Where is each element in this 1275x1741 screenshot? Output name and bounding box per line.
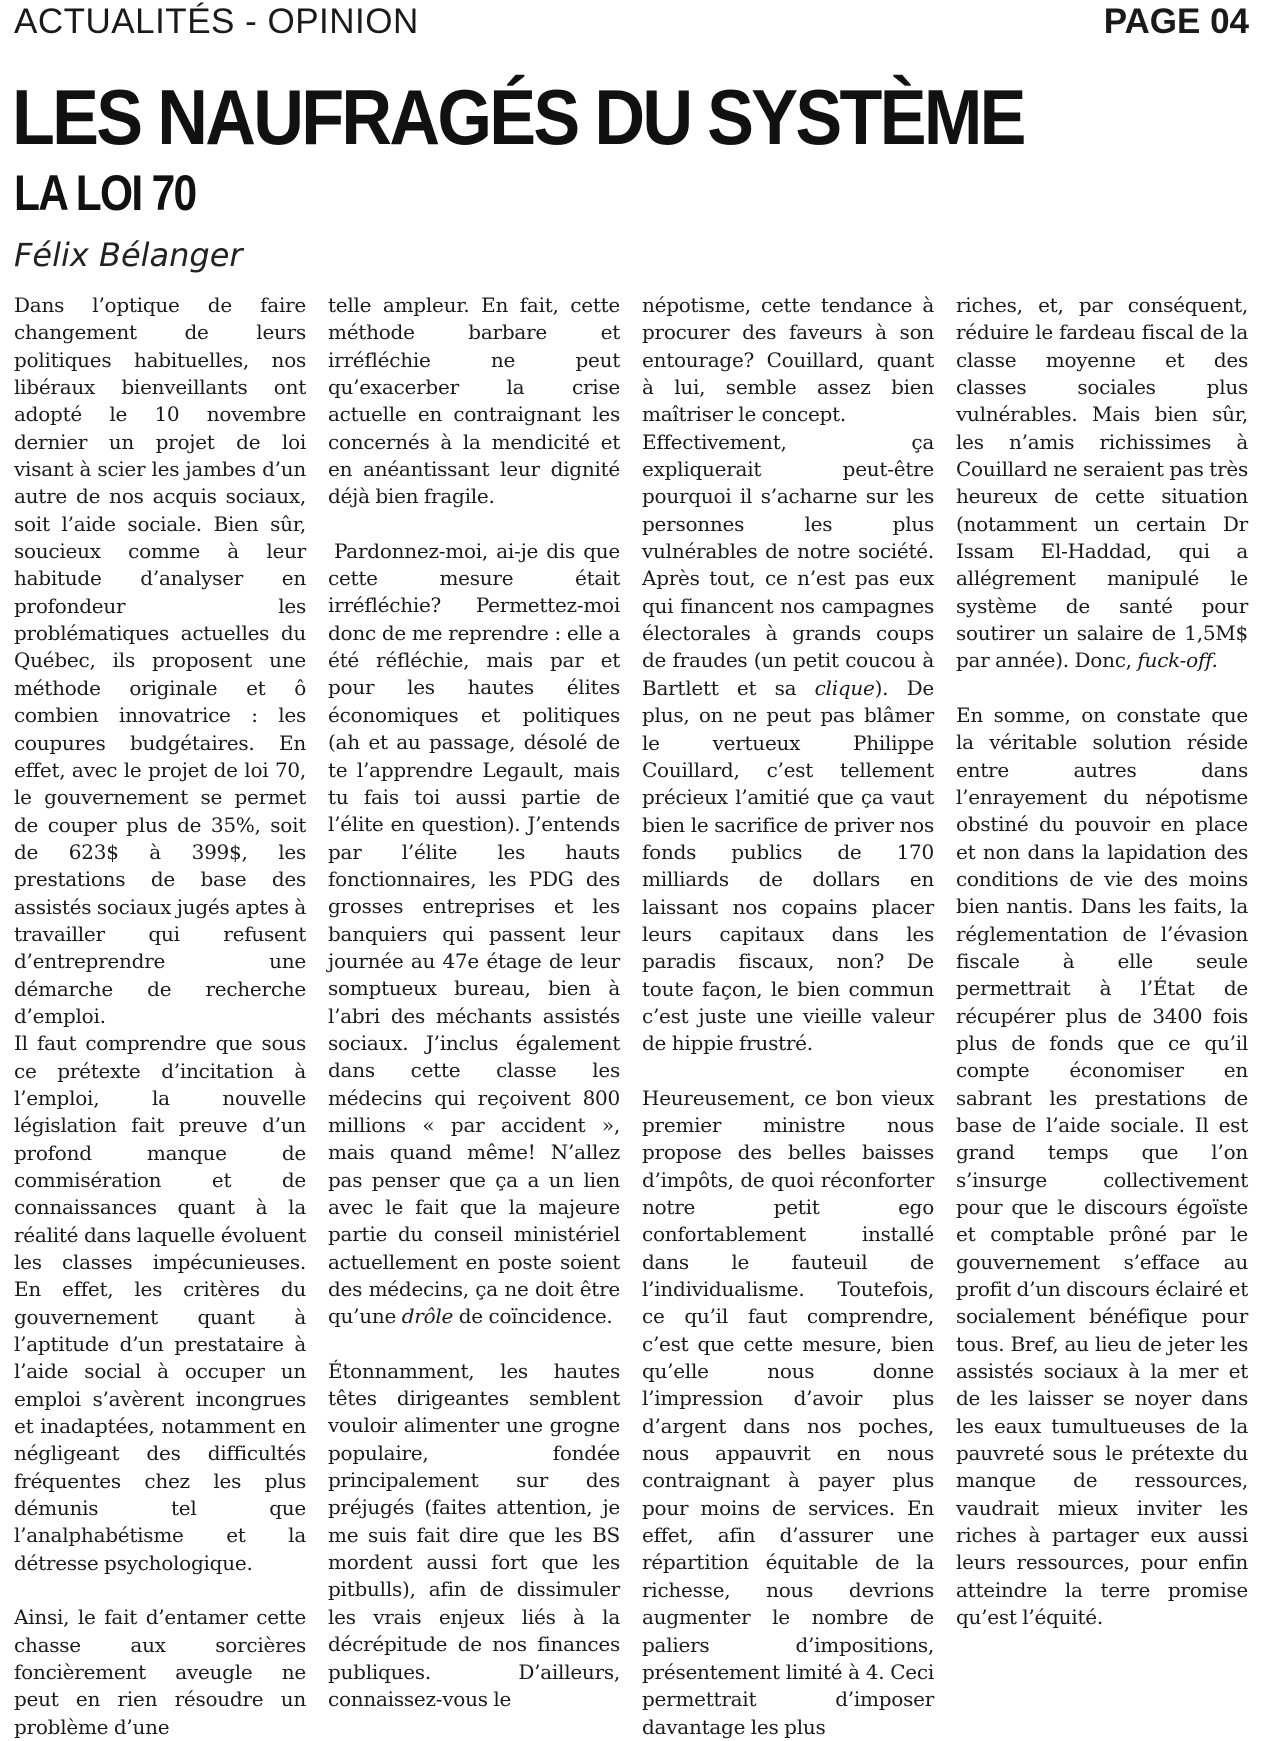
paragraph bbox=[956, 292, 1248, 675]
emphasis: clique bbox=[814, 675, 875, 700]
emphasis: drôle bbox=[401, 1304, 454, 1329]
paragraph: Dans l’optique de faire changement de leurs politiques habituelles, nos libéraux bienveillants ont adopté le 10 novembre dernier un projet de loi visant à scier les jambes d’un autre de nos acquis sociaux, soit l’aide sociale. Bien sûr, soucieux comme à leur habitude d’analyser en profondeur les problématiques actuelles du Québec, ils proposent une méthode originale et ô combien innovatrice : les coupures budgétaires. En effet, avec le projet de loi 70, le gouvernement se permet de couper plus de 35%, soit de 623$ à 399$, les prestations de base des assistés sociaux jugés aptes à travailler qui refusent d’entreprendre une démarche de recherche d’emploi. bbox=[14, 293, 306, 1028]
article-body bbox=[14, 292, 1254, 1739]
paragraph: Ainsi, le fait d’entamer cette chasse aux sorcières foncièrement aveugle ne peut en rien résoudre un problème d’une bbox=[14, 1605, 306, 1739]
column-2 bbox=[328, 292, 620, 1711]
paragraph-text: riches, et, par conséquent, réduire le fardeau fiscal de la classe moyenne et des classes sociales plus vulnérables. Mais bien sûr, les n’amis richissimes à Couillard ne seraient pas très heureux de cette situation (notamment un certain Dr Issam El-Haddad, qui a allégrement manipulé le système de santé pour soutirer un salaire de 1,5M$ par année). Donc, bbox=[956, 293, 1248, 673]
article-subtitle: LA LOI 70 bbox=[14, 165, 196, 221]
paragraph: Il faut comprendre que sous ce prétexte d’incitation à l’emploi, la nouvelle législation fait preuve d’un profond manque de commisération et de connaissances quant à la réalité dans laquelle évoluent les classes impécunieuses. En effet, les critères du gouvernement quant à l’aptitude d’un prestataire à l’aide social à occuper un emploi s’avèrent incongrues et inadaptées, notamment en négligeant des difficultés fréquentes chez les plus démunis tel que l’analphabétisme et la détresse psychologique. bbox=[14, 1031, 306, 1575]
paragraph: Étonnamment, les hautes têtes dirigeantes semblent vouloir alimenter une grogne populaire, fondée principalement sur des préjugés (faites attention, je me suis fait dire que les BS mordent aussi fort que les pitbulls), afin de dissimuler les vrais enjeux liés à la décrépitude de nos finances publiques. D’ailleurs, connaissez-vous le bbox=[328, 1358, 620, 1711]
page-number: PAGE 04 bbox=[1103, 2, 1249, 41]
paragraph-text: de coïncidence. bbox=[453, 1304, 613, 1329]
paragraph-text: Effectivement, ça expliquerait peut-être pourquoi il s’acharne sur les personnes les plus vulnérables de notre société. Après tout, ce n’est pas eux qui financent nos campagnes électorales à grands coups de fraudes (un petit coucou à Bartlett et sa bbox=[642, 429, 934, 700]
paragraph: telle ampleur. En fait, cette méthode barbare et irréfléchie ne peut qu’exacerber la crise actuelle en contraignant les concernés à la mendicité et en anéantissant leur dignité déjà bien fragile. bbox=[328, 293, 620, 509]
article-author: Félix Bélanger bbox=[14, 236, 243, 274]
emphasis: fuck-off. bbox=[1137, 648, 1218, 673]
paragraph: népotisme, cette tendance à procurer des faveurs à son entourage? Couillard, quant à lui, semble assez bien maîtriser le concept. bbox=[642, 293, 934, 427]
column-1 bbox=[14, 292, 306, 1739]
paragraph bbox=[642, 429, 934, 1058]
paragraph: En somme, on constate que la véritable solution réside entre autres dans l’enrayement du népotisme obstiné du pouvoir en place et non dans la lapidation des conditions de vie des moins bien nantis. Dans les faits, la réglementation de l’évasion fiscale à elle seule permettrait à l’État de récupérer plus de 3400 fois plus de fonds que ce qu’il compte économiser en sabrant les prestations de base de l’aide sociale. Il est grand temps que l’on s’insurge collectivement pour que le discours égoïste et comptable prôné par le gouvernement s’efface au profit d’un discours éclairé et socialement bénéfique pour tous. Bref, au lieu de jeter les assistés sociaux à la mer et de les laisser se noyer dans les eaux tumultueuses de la pauvreté sous le prétexte du manque de ressources, vaudrait mieux inviter les riches à partager eux aussi leurs ressources, pour enfin atteindre la terre promise qu’est l’équité. bbox=[956, 702, 1248, 1630]
paragraph-text: ). De plus, on ne peut pas blâmer le vertueux Philippe Couillard, c’est tellement précieux l’amitié que ça vaut bien le sacrifice de priver nos fonds publics de 170 milliards de dollars en laissant nos copains placer leurs capitaux dans les paradis fiscaux, non? De toute façon, le bien commun c’est juste une vieille valeur de hippie frustré. bbox=[642, 675, 934, 1056]
column-4 bbox=[956, 292, 1248, 1648]
paragraph bbox=[328, 538, 620, 1331]
column-3 bbox=[642, 292, 934, 1739]
paragraph: Heureusement, ce bon vieux premier ministre nous propose des belles baisses d’impôts, de quoi réconforter notre petit ego confortablement installé dans le fauteuil de l’individualisme. Toutefois, ce qu’il faut comprendre, c’est que cette mesure, bien qu’elle nous donne l’impression d’avoir plus d’argent dans nos poches, nous appauvrit en nous contraignant à payer plus pour moins de services. En effet, afin d’assurer une répartition équitable de la richesse, nous devrions augmenter le nombre de paliers d’impositions, présentement limité à 4. Ceci permettrait d’imposer davantage les plus bbox=[642, 1085, 934, 1739]
section-header: ACTUALITÉS - OPINION bbox=[14, 2, 419, 41]
paragraph-text: Pardonnez-moi, ai-je dis que cette mesure était irréfléchie? Permettez-moi donc de me reprendre : elle a été réfléchie, mais par et pour les hautes élites économiques et politiques (ah et au passage, désolé de te l’apprendre Legault, mais tu fais toi aussi partie de l’élite en question). J’entends par l’élite les hauts fonctionnaires, les PDG des grosses entreprises et les banquiers qui passent leur journée au 47e étage de leur somptueux bureau, bien à l’abri des méchants assistés sociaux. J’inclus également dans cette classe les médecins qui reçoivent 800 millions « par accident », mais quand même! N’allez pas penser que ça a un lien avec le fait que la majeure partie du conseil ministériel actuellement en poste soient des médecins, ça ne doit être qu’une bbox=[328, 538, 620, 1329]
article-title: LES NAUFRAGÉS DU SYSTÈME bbox=[12, 73, 1024, 161]
